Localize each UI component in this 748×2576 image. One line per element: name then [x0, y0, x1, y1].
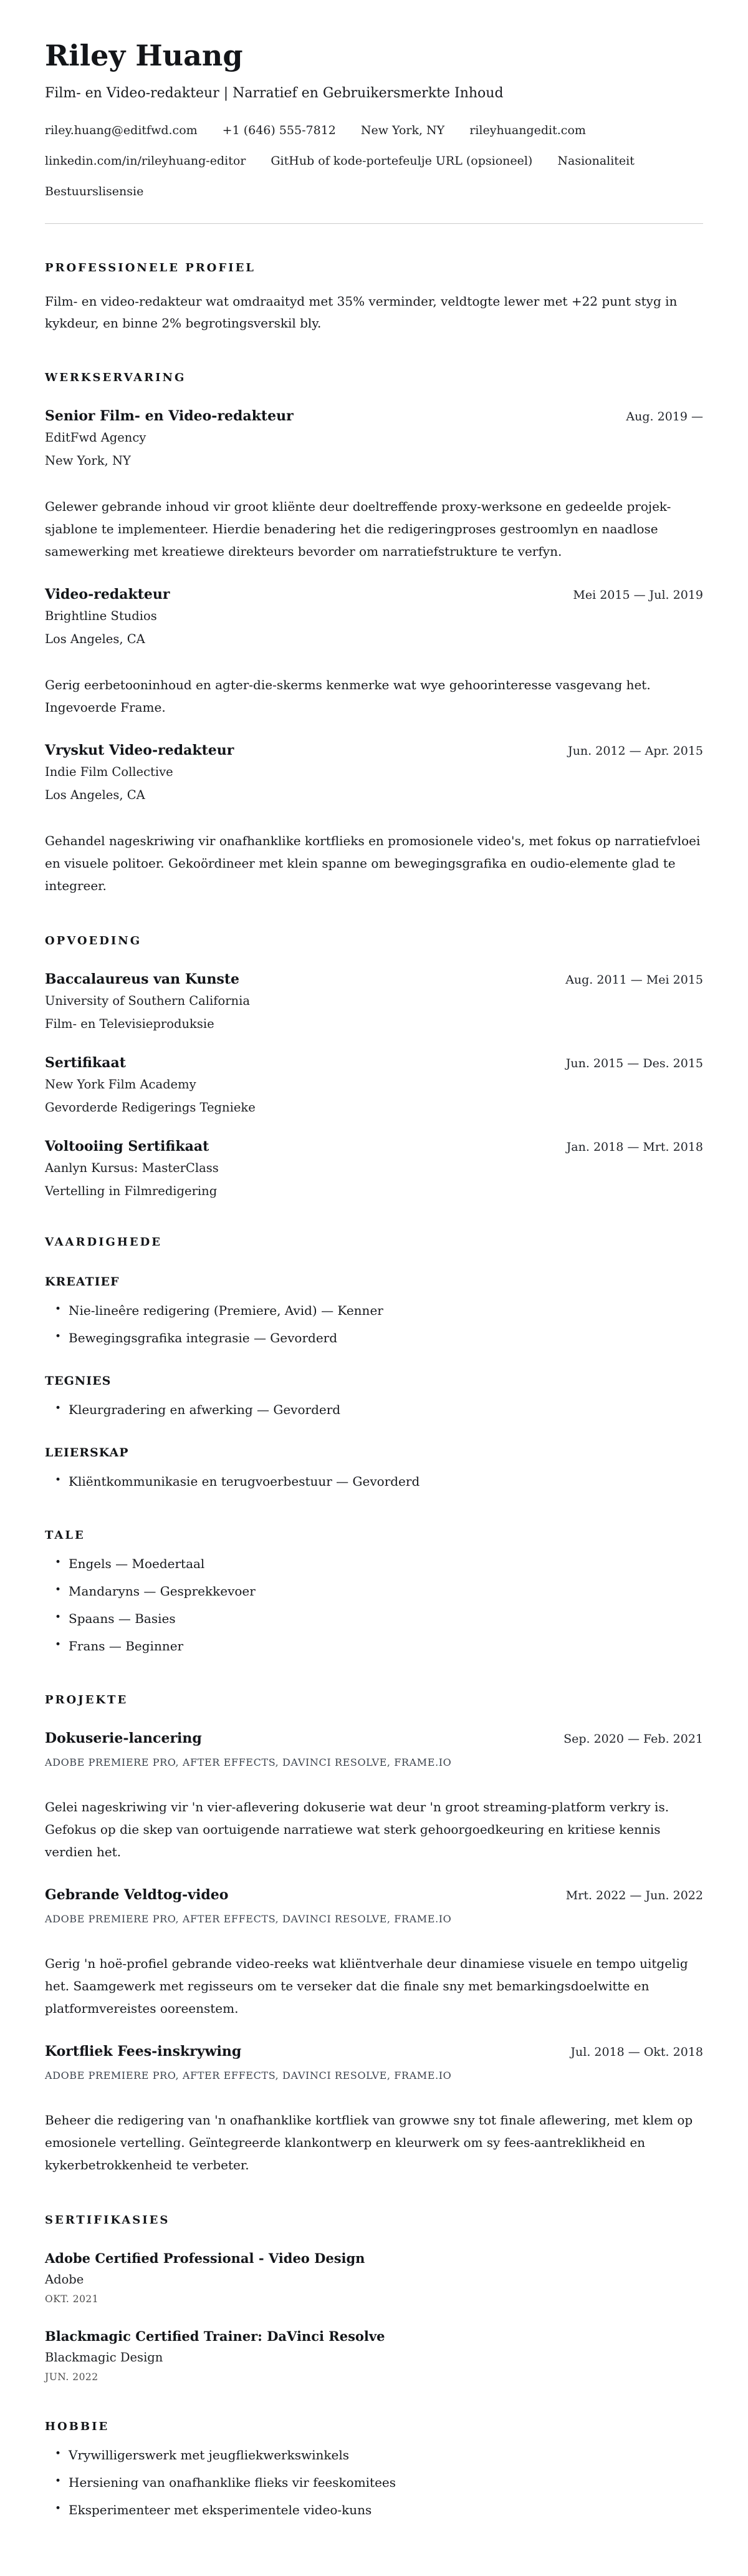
- skill-item: • Nie-lineêre redigering (Premiere, Avid) — Kenner: [45, 1301, 703, 1320]
- education-field: Vertelling in Filmredigering: [45, 1183, 218, 1198]
- job-entry-header: [45, 408, 703, 424]
- language-item: • Spaans — Basies: [45, 1609, 703, 1629]
- education-entry-header: [45, 1138, 703, 1155]
- skill-list: [45, 1400, 703, 1420]
- section-heading-education: OPVOEDING: [45, 934, 142, 947]
- job-description: Gerig eerbetooninhoud en agter-die-skerms kenmerke wat wye gehoorinteresse vasgevang het. Ingevoerde Frame.: [45, 677, 651, 715]
- certification-entry: [45, 2250, 703, 2305]
- hobby-item: • Eksperimenteer met eksperimentele video-kuns: [45, 2501, 703, 2520]
- contact-item-nationality: Nasionaliteit: [557, 154, 635, 168]
- certification-date: JUN. 2022: [45, 2371, 98, 2383]
- education-entry: [45, 1138, 703, 1198]
- education-dates: Jan. 2018 — Mrt. 2018: [566, 1140, 703, 1154]
- contact-item-linkedin: linkedin.com/in/rileyhuang-editor: [45, 154, 246, 168]
- skill-group-technical: [45, 1374, 703, 1420]
- hobby-list: [45, 2446, 703, 2520]
- section-heading-certifications: SERTIFIKASIES: [45, 2213, 170, 2227]
- section-education: [45, 934, 703, 1198]
- job-entry: [45, 408, 703, 563]
- contact-item-phone: +1 (646) 555-7812: [222, 123, 336, 138]
- section-languages: [45, 1529, 703, 1656]
- education-entry-header: [45, 971, 703, 987]
- certification-entry: [45, 2328, 703, 2383]
- job-entry-header: [45, 586, 703, 603]
- job-title: Video-redakteur: [45, 586, 170, 603]
- education-field: Film- en Televisieproduksie: [45, 1016, 214, 1031]
- skill-item: • Kleurgradering en afwerking — Gevorderd: [45, 1400, 703, 1420]
- job-description: Gelewer gebrande inhoud vir groot kliënte deur doeltreffende proxy-werksone en gedeelde projek-sjablone te implementeer. Hierdie benadering het die redigeringproses gestroomlyn en naadlose samewerking met kreatiewe direkteurs bevorder om narratiefstrukture te verfyn.: [45, 498, 671, 559]
- project-entry: [45, 1887, 703, 2020]
- job-company: Brightline Studios: [45, 608, 157, 623]
- job-dates: Mei 2015 — Jul. 2019: [573, 588, 703, 602]
- education-dates: Aug. 2011 — Mei 2015: [565, 972, 703, 987]
- project-description: Gelei nageskriwing vir 'n vier-aflevering dokuserie wat deur 'n groot streaming-platform verkry is. Gefokus op die skep van oortuigende narratiewe wat sterk gehoorgoedkeuring en kritiese kennis verdien het.: [45, 1799, 669, 1859]
- education-entry: [45, 971, 703, 1031]
- job-dates: Aug. 2019 —: [626, 409, 703, 424]
- language-list: [45, 1554, 703, 1656]
- skill-group-heading: TEGNIES: [45, 1373, 112, 1388]
- education-degree: Voltooiing Sertifikaat: [45, 1138, 209, 1155]
- language-item: • Engels — Moedertaal: [45, 1554, 703, 1574]
- contact-item-github: GitHub of kode-portefeulje URL (opsioneel): [271, 154, 533, 168]
- education-dates: Jun. 2015 — Des. 2015: [565, 1056, 703, 1070]
- project-entry-header: [45, 2043, 703, 2060]
- skill-item: • Bewegingsgrafika integrasie — Gevorderd: [45, 1329, 703, 1348]
- project-description: Gerig 'n hoë-profiel gebrande video-reeks wat kliëntverhale deur dinamiese visuele en tempo uitgelig het. Saamgewerk met regisseurs om te verseker dat die finale sny met bemarkingsdoelwitte en platformvereistes ooreenstem.: [45, 1955, 688, 2016]
- education-degree: Baccalaureus van Kunste: [45, 971, 239, 987]
- contact-item-location: New York, NY: [360, 123, 445, 138]
- certification-issuer: Blackmagic Design: [45, 2350, 163, 2365]
- job-entry: [45, 586, 703, 719]
- education-school: University of Southern California: [45, 993, 250, 1008]
- job-location: Los Angeles, CA: [45, 631, 145, 646]
- project-dates: Jul. 2018 — Okt. 2018: [570, 2045, 703, 2059]
- profile-text: Film- en video-redakteur wat omdraaityd met 35% verminder, veldtogte lewer met +22 punt styg in kykdeur, en binne 2% begrotingsverskil bly.: [45, 294, 678, 331]
- job-description: Gehandel nageskriwing vir onafhanklike kortflieks en promosionele video's, met fokus op narratiefvloei en visuele politoer. Gekoördineer met klein spanne om bewegingsgrafika en oudio-elemente glad te integreer.: [45, 833, 701, 893]
- education-school: Aanlyn Kursus: MasterClass: [45, 1160, 219, 1175]
- project-entry: [45, 1730, 703, 1863]
- skill-list: [45, 1301, 703, 1348]
- job-title: Vryskut Video-redakteur: [45, 742, 234, 758]
- certification-title: Blackmagic Certified Trainer: DaVinci Resolve: [45, 2328, 385, 2344]
- certification-issuer: Adobe: [45, 2272, 84, 2287]
- job-location: Los Angeles, CA: [45, 787, 145, 802]
- education-entry-header: [45, 1055, 703, 1071]
- project-tech-stack: ADOBE PREMIERE PRO, AFTER EFFECTS, DAVINCI RESOLVE, FRAME.IO: [45, 1912, 452, 1925]
- section-certifications: [45, 2214, 703, 2383]
- section-heading-profile: PROFESSIONELE PROFIEL: [45, 261, 256, 275]
- section-hobbies: [45, 2420, 703, 2520]
- project-entry-header: [45, 1887, 703, 1903]
- contact-item-email: riley.huang@editfwd.com: [45, 123, 198, 138]
- hobby-item: • Vrywilligerswerk met jeugfliekwerkswinkels: [45, 2446, 703, 2465]
- job-location: New York, NY: [45, 453, 131, 468]
- project-tech-stack: ADOBE PREMIERE PRO, AFTER EFFECTS, DAVINCI RESOLVE, FRAME.IO: [45, 1756, 452, 1768]
- education-field: Gevorderde Redigerings Tegnieke: [45, 1100, 256, 1115]
- skill-group-creative: [45, 1275, 703, 1348]
- skill-list: [45, 1472, 703, 1491]
- candidate-title: Film- en Video-redakteur | Narratief en Gebruikersmerkte Inhoud: [45, 85, 504, 102]
- project-title: Dokuserie-lancering: [45, 1730, 202, 1746]
- resume-header: [45, 39, 703, 224]
- certification-title: Adobe Certified Professional - Video Design: [45, 2250, 365, 2266]
- job-title: Senior Film- en Video-redakteur: [45, 407, 294, 424]
- contact-item-license: Bestuurslisensie: [45, 185, 144, 199]
- hobby-item: • Hersiening van onafhanklike flieks vir feeskomitees: [45, 2473, 703, 2492]
- education-entry: [45, 1055, 703, 1115]
- language-item: • Mandaryns — Gesprekkevoer: [45, 1582, 703, 1601]
- project-tech-stack: ADOBE PREMIERE PRO, AFTER EFFECTS, DAVINCI RESOLVE, FRAME.IO: [45, 2069, 452, 2081]
- section-profile: [45, 261, 703, 334]
- job-entry-header: [45, 742, 703, 758]
- project-description: Beheer die redigering van 'n onafhanklike kortfliek van growwe sny tot finale aflewering, met klem op emosionele vertelling. Geïntegreerde klankontwerp en kleurwerk om sy fees-aantreklikheid en kykerbetrokkenheid te verbeter.: [45, 2112, 693, 2172]
- project-dates: Mrt. 2022 — Jun. 2022: [565, 1888, 703, 1902]
- job-company: EditFwd Agency: [45, 430, 146, 445]
- project-entry: [45, 2043, 703, 2176]
- education-degree: Sertifikaat: [45, 1054, 126, 1071]
- education-school: New York Film Academy: [45, 1077, 196, 1092]
- job-company: Indie Film Collective: [45, 764, 173, 779]
- skill-item: • Kliëntkommunikasie en terugvoerbestuur — Gevorderd: [45, 1472, 703, 1491]
- project-title: Kortfliek Fees-inskrywing: [45, 2043, 242, 2060]
- job-entry: [45, 742, 703, 897]
- skill-group-heading: KREATIEF: [45, 1274, 120, 1289]
- skill-group-heading: LEIERSKAP: [45, 1445, 129, 1460]
- project-title: Gebrande Veldtog-video: [45, 1886, 229, 1903]
- contact-info: [45, 123, 703, 198]
- project-dates: Sep. 2020 — Feb. 2021: [563, 1731, 703, 1746]
- candidate-name: Riley Huang: [45, 39, 243, 72]
- skill-group-leadership: [45, 1446, 703, 1491]
- section-heading-hobbies: HOBBIE: [45, 2419, 110, 2433]
- section-experience: [45, 371, 703, 897]
- section-projects: [45, 1693, 703, 2176]
- header-divider: [45, 223, 703, 224]
- certification-date: OKT. 2021: [45, 2293, 99, 2305]
- contact-item-website: rileyhuangedit.com: [469, 123, 586, 138]
- section-heading-languages: TALE: [45, 1528, 85, 1542]
- section-heading-projects: PROJEKTE: [45, 1693, 128, 1707]
- project-entry-header: [45, 1730, 703, 1746]
- section-heading-skills: VAARDIGHEDE: [45, 1235, 162, 1249]
- section-heading-experience: WERKSERVARING: [45, 370, 186, 384]
- job-dates: Jun. 2012 — Apr. 2015: [568, 743, 703, 758]
- language-item: • Frans — Beginner: [45, 1637, 703, 1656]
- section-skills: [45, 1236, 703, 1491]
